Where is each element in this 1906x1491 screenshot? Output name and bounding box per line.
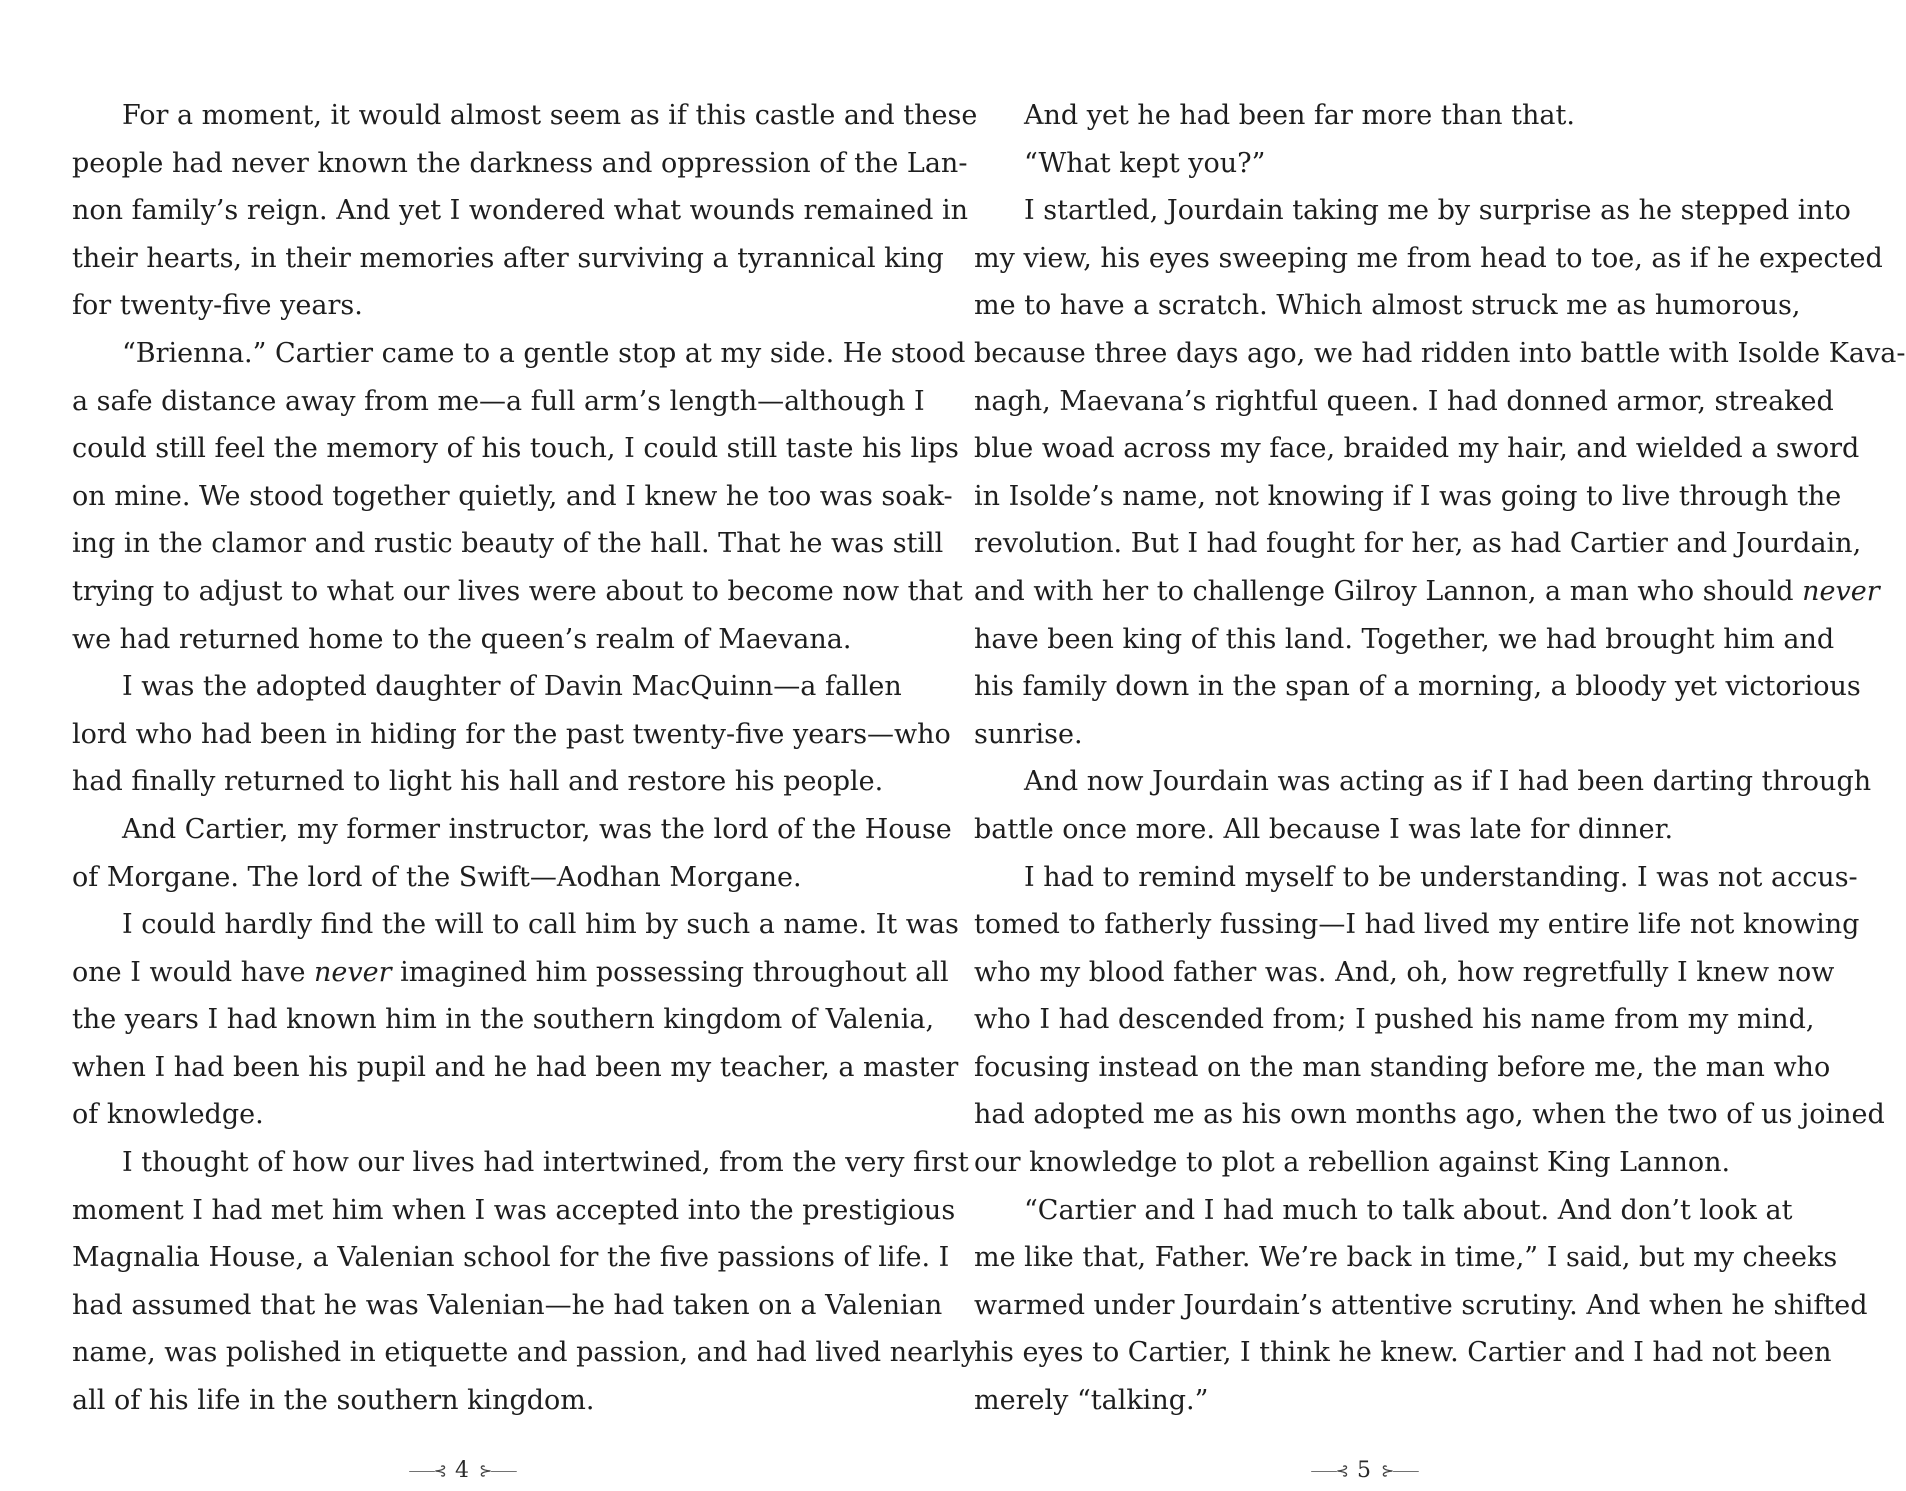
text-line: blue woad across my face, braided my hair, and wielded a sword [974,433,1860,465]
text-line: ing in the clamor and rustic beauty of the hall. That he was still [72,528,944,560]
text-line: for twenty-five years. [72,290,363,322]
folio-ornament-left-icon: ⸺⊰ [408,1461,445,1480]
text-line: tomed to fatherly fussing—I had lived my entire life not knowing [974,909,1860,941]
text-line: in Isolde’s name, not knowing if I was going to live through the [974,480,1842,512]
text-line: And now Jourdain was acting as if I had been darting through [1024,766,1872,798]
text-fragment: one I would have [72,956,306,988]
text-line: could still feel the memory of his touch, I could still taste his lips [72,433,959,465]
text-line: had adopted me as his own months ago, when the two of us joined [974,1099,1885,1131]
text-line: of Morgane. The lord of the Swift—Aodhan Morgane. [72,861,802,893]
text-line: when I had been his pupil and he had been my teacher, a master [72,1051,959,1083]
text-line: “What kept you?” [1024,147,1266,179]
text-line: had assumed that he was Valenian—he had taken on a Valenian [72,1289,943,1321]
text-line: lord who had been in hiding for the past twenty-five years—who [72,718,951,750]
page-number-right [1264,1458,1464,1484]
text-line: “Brienna.” Cartier came to a gentle stop at my side. He stood [122,337,966,369]
text-line: we had returned home to the queen’s realm of Maevana. [72,623,852,655]
text-line: because three days ago, we had ridden into battle with Isolde Kava- [974,337,1906,369]
text-line: nagh, Maevana’s rightful queen. I had donned armor, streaked [974,385,1834,417]
folio-ornament-right-icon: ⊱⸺ [479,1461,516,1480]
text-line: warmed under Jourdain’s attentive scrutiny. And when he shifted [974,1289,1868,1321]
text-line: non family’s reign. And yet I wondered what wounds remained in [72,195,969,227]
text-fragment: and with her to challenge Gilroy Lannon, a man who should [974,575,1794,607]
text-line: And Cartier, my former instructor, was the lord of the House [122,813,952,845]
emphasized-word: never [314,956,392,988]
text-line: focusing instead on the man standing before me, the man who [974,1051,1831,1083]
text-line: on mine. We stood together quietly, and I knew he too was soak- [72,480,953,512]
text-line: me like that, Father. We’re back in time,” I said, but my cheeks [974,1242,1838,1274]
text-line: “Cartier and I had much to talk about. And don’t look at [1024,1194,1793,1226]
emphasized-word: never [1802,575,1880,607]
left-page [72,92,978,1425]
text-line: who I had descended from; I pushed his name from my mind, [974,1004,1815,1036]
text-line: had finally returned to light his hall and restore his people. [72,766,884,798]
page-number: 4 [455,1458,469,1483]
folio-ornament-left-icon: ⸺⊰ [1310,1461,1347,1480]
text-line: me to have a scratch. Which almost struck me as humorous, [974,290,1801,322]
right-page [974,92,1906,1425]
text-line: of knowledge. [72,1099,264,1131]
text-line: his family down in the span of a morning, a bloody yet victorious [974,671,1861,703]
text-line: I could hardly find the will to call him by such a name. It was [122,909,959,941]
text-line: I was the adopted daughter of Davin MacQuinn—a fallen [122,671,902,703]
text-line: sunrise. [974,718,1083,750]
text-line: a safe distance away from me—a full arm’s length—although I [72,385,925,417]
page-number-left [362,1458,562,1484]
text-line: And yet he had been far more than that. [1024,100,1575,131]
text-line: trying to adjust to what our lives were about to become now that [72,575,963,607]
text-line: I startled, Jourdain taking me by surprise as he stepped into [1024,195,1851,227]
text-line-with-emphasis [974,568,1880,616]
text-line: the years I had known him in the southern kingdom of Valenia, [72,1004,935,1036]
folio-ornament-right-icon: ⊱⸺ [1381,1461,1418,1480]
text-line: all of his life in the southern kingdom. [72,1385,595,1417]
text-line: I thought of how our lives had intertwined, from the very first [122,1147,969,1179]
text-line: name, was polished in etiquette and passion, and had lived nearly [72,1337,976,1369]
text-line: For a moment, it would almost seem as if this castle and these [122,100,978,131]
text-line: who my blood father was. And, oh, how regretfully I knew now [974,956,1835,988]
text-line: revolution. But I had fought for her, as had Cartier and Jourdain, [974,528,1862,560]
text-line: Magnalia House, a Valenian school for the five passions of life. I [72,1242,950,1274]
text-line: have been king of this land. Together, we had brought him and [974,623,1835,655]
text-fragment: imagined him possessing throughout all [400,956,949,988]
text-line: people had never known the darkness and oppression of the Lan- [72,147,968,179]
text-line: our knowledge to plot a rebellion against King Lannon. [974,1147,1731,1179]
text-line: moment I had met him when I was accepted into the prestigious [72,1194,956,1226]
text-line: his eyes to Cartier, I think he knew. Cartier and I had not been [974,1337,1832,1369]
text-line-with-emphasis [72,949,949,997]
text-line: merely “talking.” [974,1385,1209,1417]
page-number: 5 [1357,1458,1371,1483]
text-line: battle once more. All because I was late for dinner. [974,813,1674,845]
text-line: I had to remind myself to be understanding. I was not accus- [1024,861,1858,893]
text-line: their hearts, in their memories after surviving a tyrannical king [72,242,944,274]
text-line: my view, his eyes sweeping me from head to toe, as if he expected [974,242,1883,274]
